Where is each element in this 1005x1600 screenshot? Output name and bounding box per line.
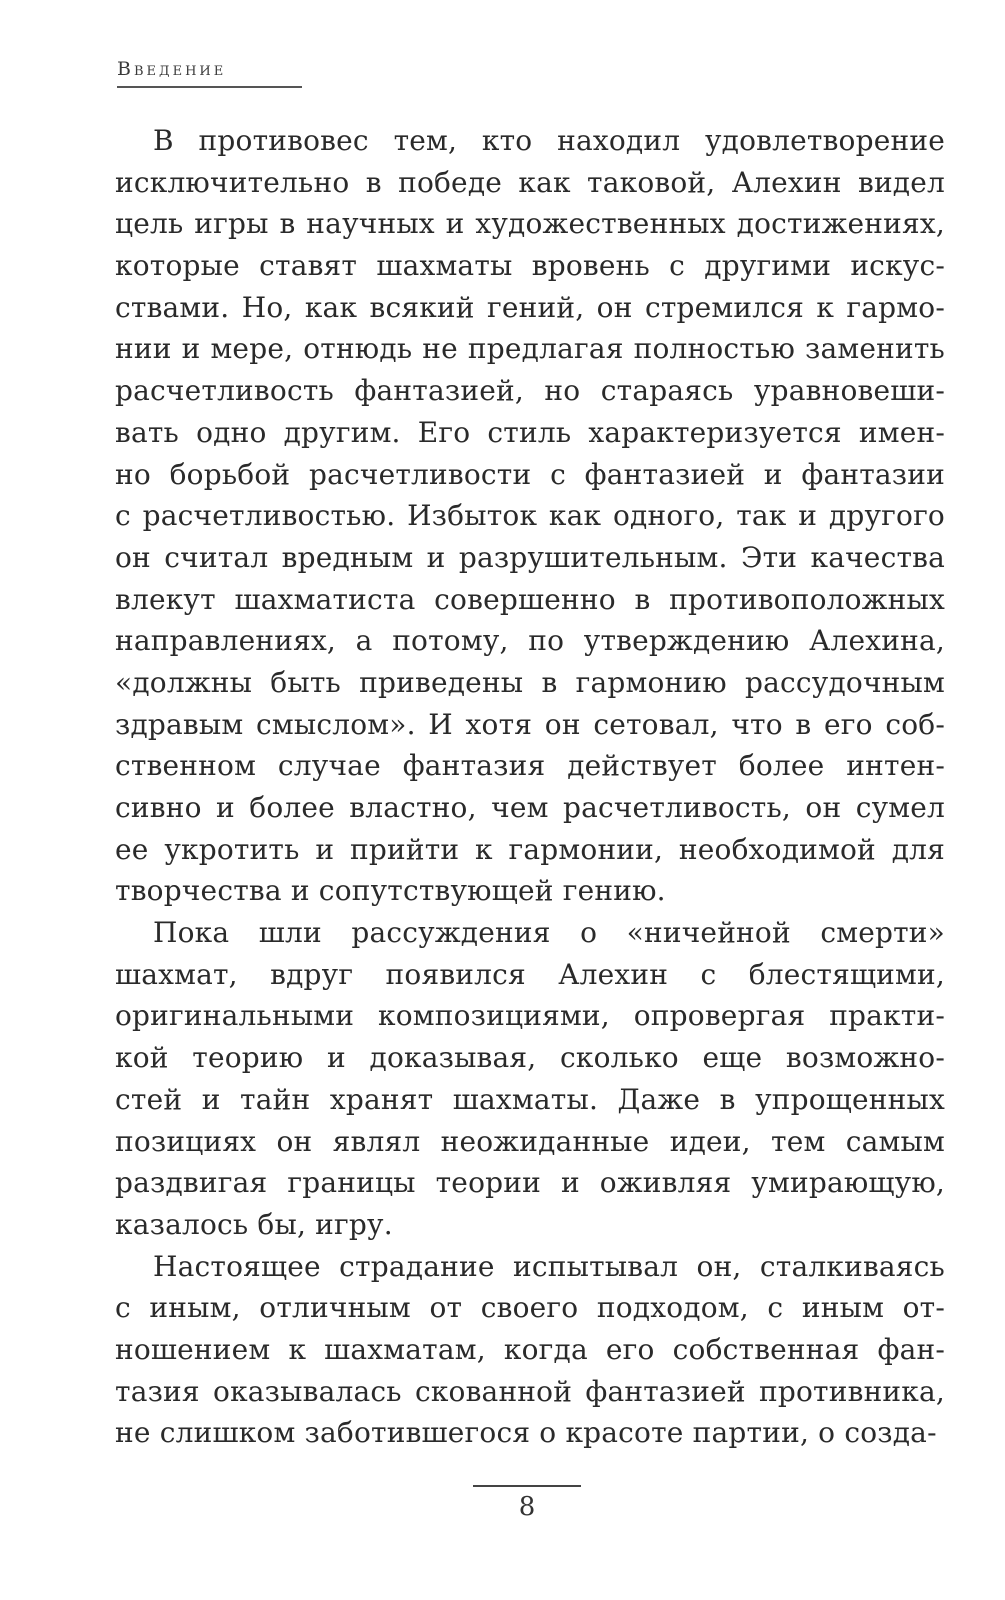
paragraph: [115, 912, 945, 1246]
text-line: ее укротить и прийти к гармонии, необходимой для: [115, 832, 945, 866]
text-line: шахмат, вдруг появился Алехин с блестящими,: [115, 957, 945, 991]
text-line: сивно и более властно, чем расчетливость, он сумел: [115, 791, 945, 824]
text-line: ственном случае фантазия действует более интен-: [115, 749, 945, 783]
text-line: расчетливость фантазией, но стараясь уравновеши-: [115, 374, 945, 408]
text-line: с иным, отличным от своего подходом, с иным от-: [115, 1291, 945, 1325]
text-line: нии и мере, отнюдь не предлагая полностью заменить: [115, 332, 945, 366]
text-line: тазия оказывалась скованной фантазией противника,: [115, 1374, 945, 1408]
text-line: «должны быть приведены в гармонию рассудочным: [115, 665, 945, 699]
text-line: с расчетливостью. Избыток как одного, так и другого: [115, 499, 945, 533]
text-line: вать одно другим. Его стиль характеризуется имен-: [115, 415, 945, 449]
text-line: оригинальными композициями, опровергая практи-: [115, 999, 945, 1033]
text-line: влекут шахматиста совершенно в противоположных: [115, 582, 945, 616]
running-head: Введение: [117, 58, 227, 80]
text-line: Пока шли рассуждения о «ничейной смерти»: [153, 916, 945, 950]
text-line: казалось бы, игру.: [115, 1207, 393, 1241]
text-line: исключительно в победе как таковой, Алехин видел: [115, 165, 945, 199]
text-line: творчества и сопутствующей гению.: [115, 874, 666, 908]
text-line: но борьбой расчетливости с фантазией и фантазии: [115, 457, 945, 491]
text-line: позициях он являл неожиданные идеи, тем самым: [115, 1124, 945, 1158]
paragraph: [115, 1246, 945, 1454]
text-line: кой теорию и доказывая, сколько еще возможно-: [115, 1041, 945, 1075]
text-line: ношением к шахматам, когда его собственная фан-: [115, 1332, 945, 1366]
paragraph: [115, 120, 945, 912]
text-line: направлениях, а потому, по утверждению Алехина,: [115, 624, 945, 658]
text-line: не слишком заботившегося о красоте партии, о созда-: [115, 1416, 937, 1450]
page-number: 8: [518, 1492, 536, 1522]
body-text: [115, 120, 945, 1454]
text-line: В противовес тем, кто находил удовлетворение: [153, 124, 945, 157]
text-line: Настоящее страдание испытывал он, сталкиваясь: [153, 1249, 945, 1283]
text-line: раздвигая границы теории и оживляя умирающую,: [115, 1166, 945, 1200]
text-line: которые ставят шахматы вровень с другими искус-: [115, 249, 945, 283]
folio-rule: [473, 1485, 581, 1487]
text-line: цель игры в научных и художественных достижениях,: [115, 207, 945, 241]
text-line: стей и тайн хранят шахматы. Даже в упрощенных: [115, 1082, 945, 1116]
text-line: здравым смыслом». И хотя он сетовал, что в его соб-: [115, 707, 945, 741]
text-line: ствами. Но, как всякий гений, он стремился к гармо-: [115, 290, 945, 324]
running-head-rule: [117, 86, 302, 88]
text-line: он считал вредным и разрушительным. Эти качества: [115, 540, 945, 574]
